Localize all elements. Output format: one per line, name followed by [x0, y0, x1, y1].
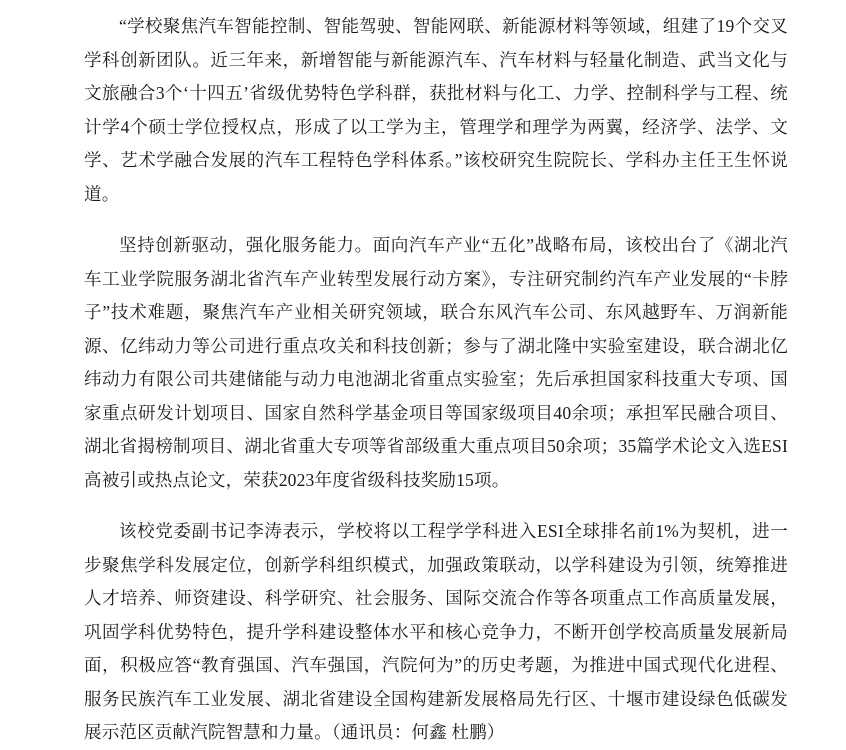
paragraph: “学校聚焦汽车智能控制、智能驾驶、智能网联、新能源材料等领域，组建了19个交叉学科创新团队。近三年来，新增智能与新能源汽车、汽车材料与轻量化制造、武当文化与文旅融合3个‘十四五’省级优势特色学科群，获批材料与化工、力学、控制科学与工程、统计学4个硕士学位授权点，形成了以工学为主，管理学和理学为两翼，经济学、法学、文学、艺术学融合发展的汽车工程特色学科体系。”该校研究生院院长、学科办主任王生怀说道。 — [84, 16, 788, 204]
paragraph: 坚持创新驱动，强化服务能力。面向汽车产业“五化”战略布局，该校出台了《湖北汽车工业学院服务湖北省汽车产业转型发展行动方案》，专注研究制约汽车产业发展的“卡脖子”技术难题，聚焦汽车产业相关研究领域，联合东风汽车公司、东风越野车、万润新能源、亿纬动力等公司进行重点攻关和科技创新；参与了湖北隆中实验室建设，联合湖北亿纬动力有限公司共建储能与动力电池湖北省重点实验室；先后承担国家科技重大专项、国家重点研发计划项目、国家自然科学基金项目等国家级项目40余项；承担军民融合项目、湖北省揭榜制项目、湖北省重大专项等省部级重大重点项目50余项；35篇学术论文入选ESI高被引或热点论文，荣获2023年度省级科技奖励15项。 — [84, 235, 788, 490]
paragraph: 该校党委副书记李涛表示，学校将以工程学学科进入ESI全球排名前1%为契机，进一步聚焦学科发展定位，创新学科组织模式，加强政策联动，以学科建设为引领，统筹推进人才培养、师资建设、科学研究、社会服务、国际交流合作等各项重点工作高质量发展，巩固学科优势特色，提升学科建设整体水平和核心竞争力，不断开创学校高质量发展新局面，积极应答“教育强国、汽车强国，汽院何为”的历史考题，为推进中国式现代化进程、服务民族汽车工业发展、湖北省建设全国构建新发展格局先行区、十堰市建设绿色低碳发展示范区贡献汽院智慧和力量。（通讯员：何鑫 杜鹏） — [84, 521, 788, 742]
